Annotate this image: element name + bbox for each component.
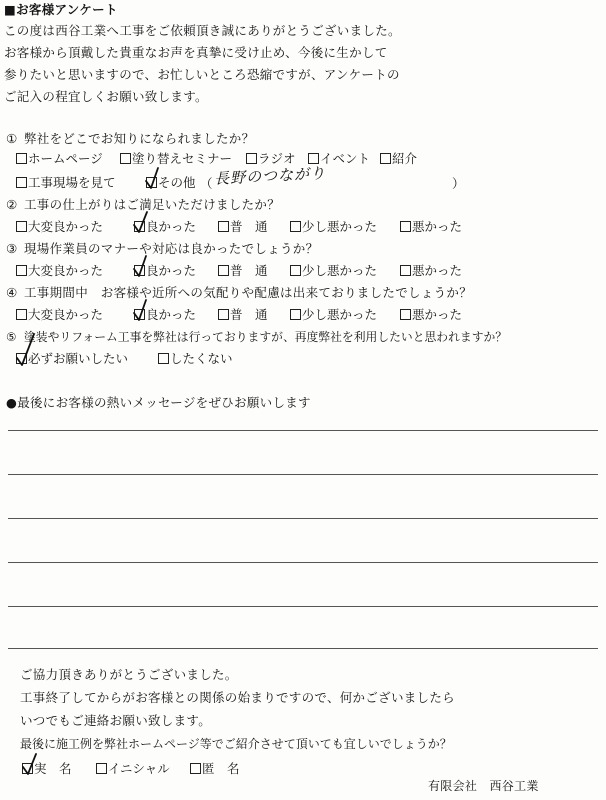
checkbox[interactable] (16, 153, 27, 164)
closing-line-1: ご協力頂きありがとうございました。 (20, 667, 238, 682)
question-5-text: 塗装やリフォーム工事を弊社は行っておりますが、再度弊社を利用したいと思われますか？ (24, 330, 508, 344)
q5-option-no[interactable]: したくない (158, 351, 233, 367)
checkbox[interactable] (16, 177, 27, 188)
question-1 (6, 131, 254, 147)
q3-option-very-good[interactable]: 大変良かった (16, 263, 103, 279)
message-line-1[interactable] (8, 430, 598, 431)
message-line-4[interactable] (8, 562, 598, 563)
q1-option-seminar[interactable]: 塗り替えセミナー (120, 151, 232, 167)
question-5-number: ⑤ (6, 330, 17, 344)
intro-line-2: お客様から頂戴した貴重なお声を真摯に受け止め、今後に生かして (4, 45, 388, 60)
publish-option-anonymous[interactable]: 匿 名 (190, 761, 240, 777)
closing-line-3: いつでもご連絡お願い致します。 (20, 713, 212, 728)
checkbox[interactable] (246, 153, 257, 164)
q1-option-event[interactable]: イベント (308, 151, 370, 167)
q1-option-homepage[interactable]: ホームページ (16, 151, 103, 167)
q1-option-radio[interactable]: ラジオ (246, 151, 296, 167)
intro-line-1: この度は西谷工業へ工事をご依頼頂き誠にありがとうございました。 (4, 23, 401, 38)
checkbox-checked[interactable] (146, 177, 157, 188)
q4-option-slightly-bad[interactable]: 少し悪かった (290, 307, 377, 323)
question-1-text: 弊社をどこでお知りになられましたか？ (24, 131, 255, 146)
handwritten-other-answer: 長野のつながり (213, 164, 327, 188)
paren-open: （ (200, 176, 213, 191)
closing-line-2: 工事終了してからがお客様との関係の始まりですので、何かございましたら (20, 690, 455, 705)
q1-option-site[interactable]: 工事現場を見て (16, 175, 116, 191)
question-3-text: 現場作業員のマナーや対応は良かったでしょうか？ (24, 241, 319, 256)
q5-option-definitely[interactable]: 必ずお願いしたい (16, 351, 128, 367)
question-2-number: ② (6, 197, 18, 212)
paren-close: ） (452, 176, 465, 191)
checkbox[interactable] (380, 153, 391, 164)
message-line-6[interactable] (8, 648, 598, 649)
q4-option-good[interactable]: 良かった (134, 307, 196, 323)
message-line-2[interactable] (8, 474, 598, 475)
q2-option-average[interactable]: 普 通 (218, 219, 268, 235)
company-name: 有限会社 西谷工業 (428, 779, 539, 793)
message-line-5[interactable] (8, 606, 598, 607)
question-3-number: ③ (6, 241, 18, 256)
question-4-text: 工事期間中 お客様や近所への気配りや配慮は出来ておりましたでしょうか？ (24, 285, 473, 300)
q4-option-very-good[interactable]: 大変良かった (16, 307, 103, 323)
q2-option-very-good[interactable]: 大変良かった (16, 219, 103, 235)
survey-title: ■お客様アンケート (4, 2, 118, 17)
publish-option-initials[interactable]: イニシャル (96, 761, 170, 777)
question-5 (6, 329, 507, 345)
question-4 (6, 285, 472, 301)
question-3 (6, 241, 318, 257)
publish-option-real-name[interactable]: 実 名 (22, 761, 72, 777)
intro-line-3: 参りたいと思いますので、お忙しいところ恐縮ですが、アンケートの (4, 67, 400, 82)
q1-option-introduction[interactable]: 紹介 (380, 151, 417, 167)
q1-option-other[interactable]: その他 (146, 175, 196, 191)
q3-option-good[interactable]: 良かった (134, 263, 196, 279)
q4-option-average[interactable]: 普 通 (218, 307, 268, 323)
q2-option-good[interactable]: 良かった (134, 219, 196, 235)
closing-line-4: 最後に施工例を弊社ホームページ等でご紹介させて頂いても宜しいでしょうか？ (20, 737, 452, 751)
q4-option-bad[interactable]: 悪かった (400, 307, 462, 323)
q3-option-slightly-bad[interactable]: 少し悪かった (290, 263, 377, 279)
checkbox[interactable] (120, 153, 131, 164)
q2-option-bad[interactable]: 悪かった (400, 219, 462, 235)
q3-option-average[interactable]: 普 通 (218, 263, 268, 279)
question-2-text: 工事の仕上がりはご満足いただけましたか？ (24, 197, 281, 212)
message-heading: ●最後にお客様の熱いメッセージをぜひお願いします (6, 395, 311, 410)
q3-option-bad[interactable]: 悪かった (400, 263, 462, 279)
question-2 (6, 197, 280, 213)
question-1-number: ① (6, 131, 18, 146)
question-4-number: ④ (6, 285, 18, 300)
q2-option-slightly-bad[interactable]: 少し悪かった (290, 219, 377, 235)
message-line-3[interactable] (8, 518, 598, 519)
intro-line-4: ご記入の程宜しくお願い致します。 (4, 89, 208, 104)
